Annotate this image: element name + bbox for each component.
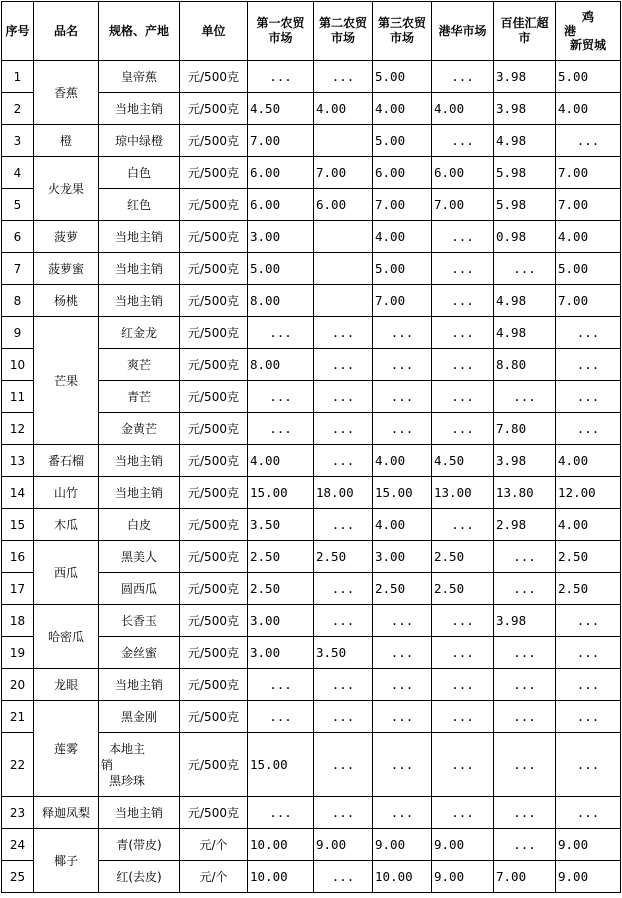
unit-cell: 元/500克: [180, 733, 248, 797]
price-cell: 8.00: [248, 349, 314, 381]
price-cell: ...: [248, 381, 314, 413]
seq-cell: 2: [2, 93, 34, 125]
spec-cell: 白皮: [99, 509, 180, 541]
table-row: [2, 285, 621, 317]
price-cell: ...: [556, 637, 621, 669]
header-seq: 序号: [2, 2, 34, 61]
price-cell: ...: [494, 797, 556, 829]
price-cell: ...: [314, 413, 373, 445]
price-cell: ...: [314, 573, 373, 605]
product-name-cell: 菠萝蜜: [34, 253, 99, 285]
price-cell: ...: [373, 605, 432, 637]
seq-cell: 12: [2, 413, 34, 445]
price-cell: 5.00: [373, 61, 432, 93]
spec-cell: 当地主销: [99, 445, 180, 477]
unit-cell: 元/500克: [180, 189, 248, 221]
unit-cell: 元/500克: [180, 221, 248, 253]
price-cell: 3.98: [494, 61, 556, 93]
price-cell: 7.80: [494, 413, 556, 445]
price-cell: [314, 221, 373, 253]
unit-cell: 元/500克: [180, 381, 248, 413]
price-cell: ...: [314, 701, 373, 733]
spec-cell: 琼中绿橙: [99, 125, 180, 157]
price-cell: 6.00: [248, 157, 314, 189]
price-cell: ...: [494, 669, 556, 701]
price-cell: ...: [432, 637, 494, 669]
unit-cell: 元/500克: [180, 413, 248, 445]
header-market-5: 百佳汇超 市: [494, 2, 556, 61]
price-cell: ...: [248, 797, 314, 829]
price-cell: 2.50: [556, 573, 621, 605]
seq-cell: 3: [2, 125, 34, 157]
spec-cell: 当地主销: [99, 221, 180, 253]
price-cell: 5.00: [556, 253, 621, 285]
seq-cell: 22: [2, 733, 34, 797]
price-cell: 7.00: [432, 189, 494, 221]
price-cell: 18.00: [314, 477, 373, 509]
spec-cell: 皇帝蕉: [99, 61, 180, 93]
price-cell: 9.00: [432, 829, 494, 861]
header-unit: 单位: [180, 2, 248, 61]
price-cell: 6.00: [248, 189, 314, 221]
price-cell: 2.50: [373, 573, 432, 605]
price-cell: ...: [556, 349, 621, 381]
spec-cell: 当地主销: [99, 285, 180, 317]
header-market-2: 第二农贸 市场: [314, 2, 373, 61]
price-cell: 3.98: [494, 605, 556, 637]
price-cell: 0.98: [494, 221, 556, 253]
header-market-1: 第一农贸 市场: [248, 2, 314, 61]
seq-cell: 10: [2, 349, 34, 381]
price-cell: ...: [432, 61, 494, 93]
table-row: [2, 605, 621, 637]
price-cell: ...: [314, 509, 373, 541]
spec-line: 本地主: [109, 741, 146, 756]
price-cell: ...: [494, 829, 556, 861]
price-cell: ...: [314, 61, 373, 93]
price-cell: ...: [432, 317, 494, 349]
price-cell: 7.00: [556, 189, 621, 221]
seq-cell: 18: [2, 605, 34, 637]
price-cell: 6.00: [373, 157, 432, 189]
price-cell: 5.98: [494, 157, 556, 189]
price-cell: [314, 285, 373, 317]
table-row: [2, 701, 621, 733]
price-cell: [314, 125, 373, 157]
spec-line: 黑珍珠: [109, 773, 146, 788]
header-market-3: 第三农贸 市场: [373, 2, 432, 61]
unit-cell: 元/500克: [180, 93, 248, 125]
price-cell: 7.00: [556, 157, 621, 189]
table-row: [2, 125, 621, 157]
price-cell: 15.00: [248, 477, 314, 509]
price-cell: ...: [373, 381, 432, 413]
unit-cell: 元/500克: [180, 605, 248, 637]
table-row: [2, 317, 621, 349]
product-name-cell: 莲雾: [34, 701, 99, 797]
price-cell: 5.00: [373, 253, 432, 285]
price-cell: ...: [373, 637, 432, 669]
price-cell: ...: [432, 125, 494, 157]
price-cell: 10.00: [248, 829, 314, 861]
seq-cell: 19: [2, 637, 34, 669]
price-table: [1, 1, 621, 893]
seq-cell: 11: [2, 381, 34, 413]
unit-cell: 元/500克: [180, 157, 248, 189]
spec-cell: 金丝蜜: [99, 637, 180, 669]
price-cell: 4.00: [373, 509, 432, 541]
seq-cell: 20: [2, 669, 34, 701]
price-cell: 15.00: [248, 733, 314, 797]
product-name-cell: 木瓜: [34, 509, 99, 541]
unit-cell: 元/500克: [180, 509, 248, 541]
unit-cell: 元/500克: [180, 477, 248, 509]
price-cell: ...: [432, 797, 494, 829]
price-cell: ...: [494, 253, 556, 285]
table-row: [2, 477, 621, 509]
table-row: [2, 541, 621, 573]
price-cell: ...: [314, 861, 373, 893]
price-cell: 8.00: [248, 285, 314, 317]
spec-cell: 爽芒: [99, 349, 180, 381]
price-cell: ...: [556, 669, 621, 701]
price-cell: 4.00: [556, 445, 621, 477]
price-cell: ...: [248, 701, 314, 733]
price-cell: 2.50: [314, 541, 373, 573]
price-cell: ...: [432, 509, 494, 541]
price-cell: ...: [314, 349, 373, 381]
price-cell: 7.00: [373, 189, 432, 221]
price-cell: ...: [556, 797, 621, 829]
price-cell: 3.00: [248, 605, 314, 637]
seq-cell: 16: [2, 541, 34, 573]
table-row: [2, 221, 621, 253]
price-cell: 12.00: [556, 477, 621, 509]
price-cell: 2.50: [432, 541, 494, 573]
unit-cell: 元/500克: [180, 125, 248, 157]
spec-line: 销: [101, 757, 114, 772]
unit-cell: 元/500克: [180, 445, 248, 477]
header-row: [2, 2, 621, 61]
price-cell: 7.00: [248, 125, 314, 157]
price-cell: ...: [314, 797, 373, 829]
price-cell: 4.98: [494, 317, 556, 349]
price-cell: 9.00: [432, 861, 494, 893]
spec-cell: 黑金刚: [99, 701, 180, 733]
price-cell: 4.00: [373, 93, 432, 125]
price-cell: ...: [494, 541, 556, 573]
price-cell: ...: [432, 605, 494, 637]
price-cell: ...: [556, 317, 621, 349]
seq-cell: 5: [2, 189, 34, 221]
header-market-6: 鸡 港 新贸城: [556, 2, 621, 61]
price-cell: 3.00: [248, 221, 314, 253]
seq-cell: 14: [2, 477, 34, 509]
price-cell: ...: [432, 381, 494, 413]
price-cell: ...: [314, 317, 373, 349]
price-cell: 3.98: [494, 445, 556, 477]
price-cell: ...: [314, 733, 373, 797]
price-cell: ...: [494, 381, 556, 413]
product-name-cell: 菠萝: [34, 221, 99, 253]
price-cell: 2.50: [248, 541, 314, 573]
price-cell: ...: [494, 701, 556, 733]
seq-cell: 24: [2, 829, 34, 861]
table-body: [2, 61, 621, 893]
seq-cell: 7: [2, 253, 34, 285]
spec-cell: 红色: [99, 189, 180, 221]
unit-cell: 元/500克: [180, 797, 248, 829]
price-cell: 4.00: [432, 93, 494, 125]
unit-cell: 元/500克: [180, 317, 248, 349]
price-cell: 4.00: [373, 221, 432, 253]
spec-cell: 白色: [99, 157, 180, 189]
price-cell: ...: [248, 317, 314, 349]
price-cell: 3.00: [373, 541, 432, 573]
price-cell: 10.00: [373, 861, 432, 893]
price-cell: 3.50: [314, 637, 373, 669]
price-cell: ...: [248, 413, 314, 445]
unit-cell: 元/500克: [180, 701, 248, 733]
price-cell: ...: [432, 733, 494, 797]
spec-cell: 圆西瓜: [99, 573, 180, 605]
unit-cell: 元/500克: [180, 573, 248, 605]
price-cell: ...: [556, 701, 621, 733]
spec-cell: 长香玉: [99, 605, 180, 637]
spec-cell: 红金龙: [99, 317, 180, 349]
table-row: [2, 509, 621, 541]
price-cell: 3.50: [248, 509, 314, 541]
product-name-cell: 西瓜: [34, 541, 99, 605]
unit-cell: 元/500克: [180, 669, 248, 701]
price-cell: ...: [556, 605, 621, 637]
price-cell: 4.98: [494, 125, 556, 157]
price-cell: 9.00: [556, 861, 621, 893]
price-cell: 13.00: [432, 477, 494, 509]
price-cell: ...: [373, 733, 432, 797]
table-row: [2, 829, 621, 861]
spec-cell: 当地主销: [99, 93, 180, 125]
product-name-cell: 番石榴: [34, 445, 99, 477]
price-cell: 2.98: [494, 509, 556, 541]
price-cell: 4.00: [373, 445, 432, 477]
price-cell: ...: [373, 797, 432, 829]
price-cell: ...: [373, 669, 432, 701]
seq-cell: 17: [2, 573, 34, 605]
price-cell: 5.98: [494, 189, 556, 221]
spec-cell: 当地主销: [99, 797, 180, 829]
price-cell: ...: [556, 381, 621, 413]
price-cell: ...: [556, 125, 621, 157]
seq-cell: 1: [2, 61, 34, 93]
seq-cell: 4: [2, 157, 34, 189]
product-name-cell: 香蕉: [34, 61, 99, 125]
price-cell: ...: [373, 413, 432, 445]
unit-cell: 元/个: [180, 829, 248, 861]
spec-cell: 当地主销: [99, 669, 180, 701]
price-cell: ...: [248, 61, 314, 93]
spec-cell: 金黄芒: [99, 413, 180, 445]
price-cell: ...: [373, 349, 432, 381]
product-name-cell: 火龙果: [34, 157, 99, 221]
table-row: [2, 797, 621, 829]
price-cell: ...: [373, 317, 432, 349]
table-row: [2, 61, 621, 93]
product-name-cell: 哈密瓜: [34, 605, 99, 669]
price-cell: 2.50: [432, 573, 494, 605]
price-cell: ...: [373, 701, 432, 733]
price-cell: ...: [494, 637, 556, 669]
header-name: 品名: [34, 2, 99, 61]
seq-cell: 13: [2, 445, 34, 477]
spec-cell: 黑美人: [99, 541, 180, 573]
price-cell: 7.00: [556, 285, 621, 317]
product-name-cell: 橙: [34, 125, 99, 157]
price-cell: ...: [314, 445, 373, 477]
product-name-cell: 杨桃: [34, 285, 99, 317]
price-cell: 13.80: [494, 477, 556, 509]
seq-cell: 15: [2, 509, 34, 541]
price-cell: ...: [432, 349, 494, 381]
unit-cell: 元/500克: [180, 253, 248, 285]
unit-cell: 元/500克: [180, 61, 248, 93]
product-name-cell: 山竹: [34, 477, 99, 509]
price-cell: ...: [314, 381, 373, 413]
price-cell: ...: [314, 669, 373, 701]
unit-cell: 元/500克: [180, 637, 248, 669]
price-cell: 4.50: [432, 445, 494, 477]
price-cell: 6.00: [432, 157, 494, 189]
header-spec: 规格、产地: [99, 2, 180, 61]
product-name-cell: 龙眼: [34, 669, 99, 701]
unit-cell: 元/500克: [180, 285, 248, 317]
price-cell: 4.00: [556, 93, 621, 125]
price-cell: 7.00: [314, 157, 373, 189]
price-cell: ...: [494, 733, 556, 797]
price-cell: 4.98: [494, 285, 556, 317]
price-cell: 2.50: [248, 573, 314, 605]
price-cell: 8.80: [494, 349, 556, 381]
price-cell: ...: [494, 573, 556, 605]
spec-cell: 青芒: [99, 381, 180, 413]
price-cell: 9.00: [556, 829, 621, 861]
spec-cell: 当地主销: [99, 253, 180, 285]
spec-cell: 红(去皮): [99, 861, 180, 893]
product-name-cell: 芒果: [34, 317, 99, 445]
price-cell: 4.00: [556, 509, 621, 541]
unit-cell: 元/500克: [180, 541, 248, 573]
unit-cell: 元/个: [180, 861, 248, 893]
spec-cell: 当地主销: [99, 477, 180, 509]
price-cell: 10.00: [248, 861, 314, 893]
seq-cell: 25: [2, 861, 34, 893]
seq-cell: 6: [2, 221, 34, 253]
price-cell: 4.00: [248, 445, 314, 477]
price-cell: 5.00: [373, 125, 432, 157]
price-cell: 4.50: [248, 93, 314, 125]
price-cell: 7.00: [373, 285, 432, 317]
price-cell: ...: [432, 221, 494, 253]
seq-cell: 9: [2, 317, 34, 349]
product-name-cell: 释迦凤梨: [34, 797, 99, 829]
price-cell: 2.50: [556, 541, 621, 573]
price-cell: ...: [432, 285, 494, 317]
price-cell: 3.00: [248, 637, 314, 669]
spec-cell: [99, 733, 180, 797]
price-cell: 7.00: [494, 861, 556, 893]
table-row: [2, 445, 621, 477]
header-market-4: 港华市场: [432, 2, 494, 61]
price-cell: ...: [314, 605, 373, 637]
price-cell: ...: [432, 413, 494, 445]
price-cell: 9.00: [314, 829, 373, 861]
table-row: [2, 157, 621, 189]
price-cell: 9.00: [373, 829, 432, 861]
price-cell: 3.98: [494, 93, 556, 125]
spec-cell: 青(带皮): [99, 829, 180, 861]
seq-cell: 8: [2, 285, 34, 317]
table-row: [2, 253, 621, 285]
price-cell: ...: [432, 669, 494, 701]
price-cell: 5.00: [556, 61, 621, 93]
price-cell: 4.00: [556, 221, 621, 253]
seq-cell: 21: [2, 701, 34, 733]
price-cell: ...: [432, 253, 494, 285]
table-row: [2, 669, 621, 701]
seq-cell: 23: [2, 797, 34, 829]
price-cell: 5.00: [248, 253, 314, 285]
price-cell: ...: [248, 669, 314, 701]
price-cell: ...: [556, 733, 621, 797]
price-cell: 4.00: [314, 93, 373, 125]
price-cell: 15.00: [373, 477, 432, 509]
price-cell: 6.00: [314, 189, 373, 221]
price-cell: ...: [432, 701, 494, 733]
product-name-cell: 椰子: [34, 829, 99, 893]
price-cell: ...: [556, 413, 621, 445]
unit-cell: 元/500克: [180, 349, 248, 381]
price-cell: [314, 253, 373, 285]
